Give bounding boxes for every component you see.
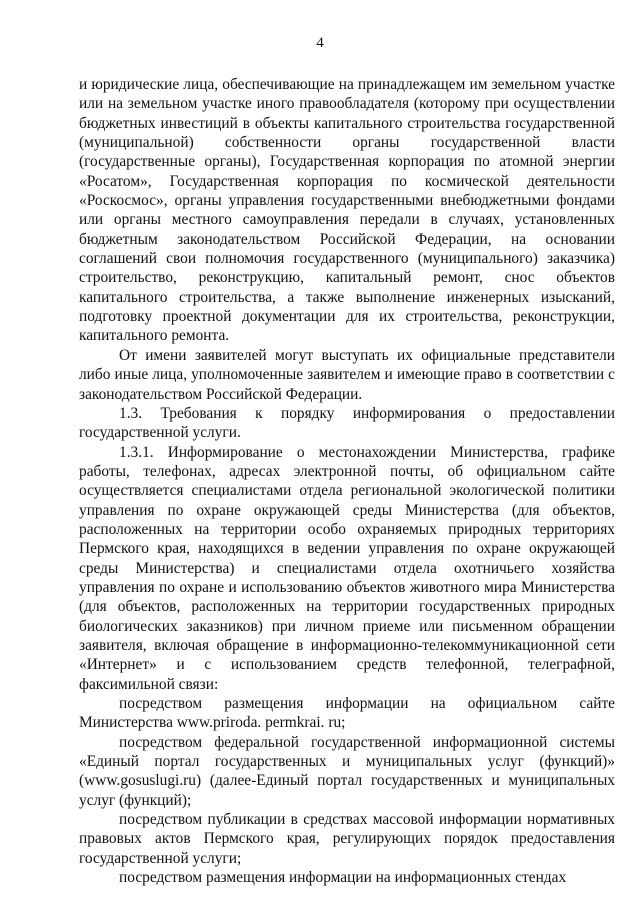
- paragraph-1-3-1: 1.3.1. Информирование о местонахождении Министерства, графике работы, телефонах, адресах электронной почты, об официальном сайте осуществляется специалистами отдела региональной экологической политики управления по охране окружающей среды Министерства (для объектов, расположенных на территории особо охраняемых природных территориях Пермского края, находящихся в ведении управления по охране окружающей среды Министерства) и специалистами отдела охотничьего хозяйства управления по охране и использованию объектов животного мира Министерства (для объектов, расположенных на территории государственных природных биологических заказников) при личном приеме или письменном обращении заявителя, включая обращение в информационно-телекоммуникационной сети «Интернет» и с использованием средств телефонной, телеграфной, факсимильной связи:: [79, 443, 615, 693]
- paragraph-applicants: и юридические лица, обеспечивающие на принадлежащем им земельном участке или на земельном участке иного правообладателя (которому при осуществлении бюджетных инвестиций в объекты капитального строительства государственной (муниципальной) собственности органы государственной власти (государственные органы), Государственная корпорация по атомной энергии «Росатом», Государственная корпорация по космической деятельности «Роскосмос», органы управления государственными внебюджетными фондами или органы местного самоуправления передали в случаях, установленных бюджетным законодательством Российской Федерации, на основании соглашений свои полномочия государственного (муниципального) заказчика) строительство, реконструкцию, капитальный ремонт, снос объектов капитального строительства, а также выполнение инженерных изысканий, подготовку проектной документации для их строительства, реконструкции, капитального ремонта.: [79, 76, 615, 345]
- paragraph-representatives: От имени заявителей могут выступать их официальные представители либо иные лица, уполномоченные заявителем и имеющие право в соответствии с законодательством Российской Федерации.: [79, 346, 615, 403]
- list-item-info-stands: посредством размещения информации на информационных стендах: [119, 869, 567, 887]
- list-item-official-site: посредством размещения информации на официальном сайте Министерства www.priroda. permkrai. ru;: [79, 695, 615, 732]
- section-heading-1-3: 1.3. Требования к порядку информирования о предоставлении государственной услуги.: [79, 404, 615, 442]
- list-item-mass-media: посредством публикации в средствах массовой информации нормативных правовых актов Пермского края, регулирующих порядок предоставления государственной услуги;: [79, 811, 615, 867]
- list-item-unified-portal: посредством федеральной государственной информационной системы «Единый портал государственных и муниципальных услуг (функций)» (www.gosuslugi.ru) (далее-Единый портал государственных и муниципальных услуг (функций);: [79, 733, 615, 809]
- page-number: 4: [316, 35, 324, 51]
- document-body: [79, 75, 615, 887]
